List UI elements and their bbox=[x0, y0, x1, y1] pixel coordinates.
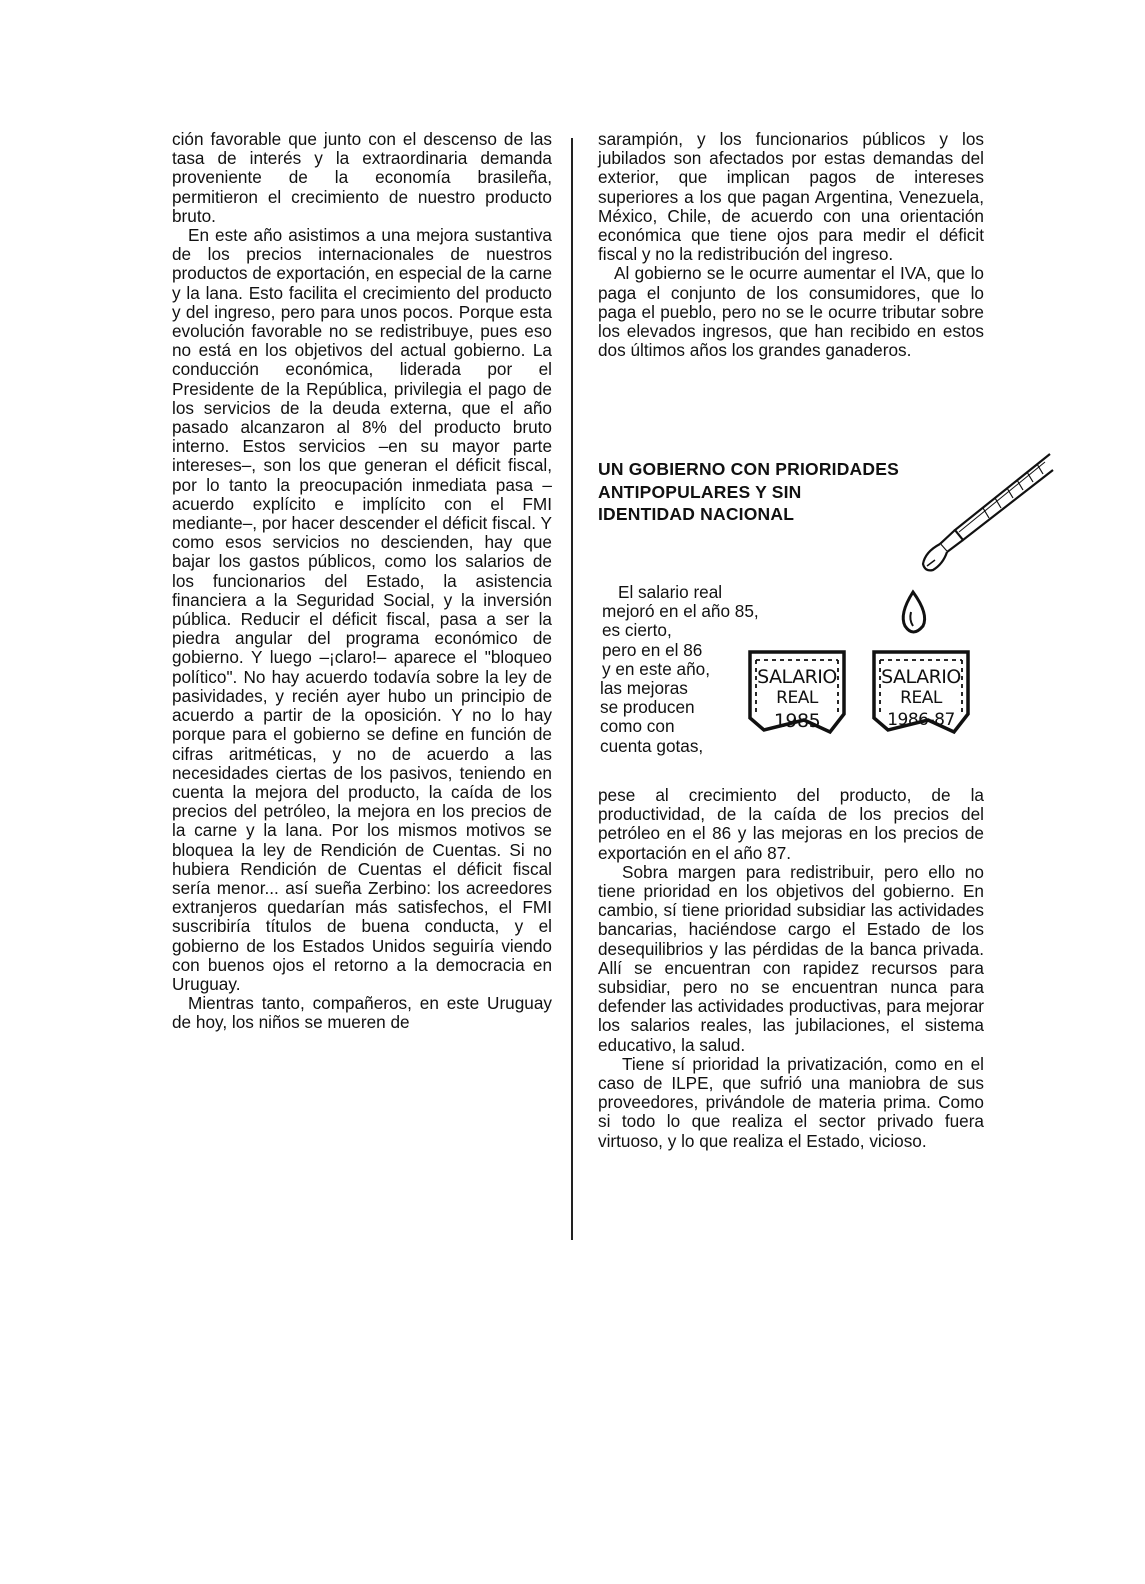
right-column-continued bbox=[598, 786, 984, 1151]
right-paragraph-1: sarampión, y los funcionarios públicos y los jubilados son afectados por estas demandas del exterior, que implican pagos de intereses superiores a los que pagan Argentina, Venezuela, México, Chile, de acuerdo con una orientación económica que tiene ojos para medir el déficit fiscal y no la redistribución del ingreso. bbox=[598, 129, 984, 265]
right-column bbox=[598, 130, 984, 360]
wrap-line: se producen bbox=[600, 697, 695, 718]
left-column bbox=[172, 130, 552, 1033]
wrap-line: las mejoras bbox=[600, 678, 688, 699]
wrap-line: y en este año, bbox=[602, 658, 710, 679]
pocket-salario-1986-87 bbox=[870, 648, 972, 736]
left-paragraph-2: En este año asistimos a una mejora sustantiva de los precios internacionales de nuestros productos de exportación, en especial de la carne y la lana. Esto facilita el crecimiento del producto y del ingreso, pero para unos pocos. Porque esta evolución favorable no se redistribuye, pues eso no está en los objetivos del actual gobierno. La conducción económica, liderada por el Presidente de la República, privilegia el pago de los servicios de la deuda externa, que el año pasado alcanzaron al 8% del producto bruto interno. Estos servicios –en su mayor parte intereses–, son los que generan el déficit fiscal, por lo tanto la preocupación inmediata pasa –acuerdo explícito e implícito con el FMI mediante–, por hacer descender el déficit fiscal. Y como esos servicios no descienden, hay que bajar los gastos públicos, como los salarios de los funcionarios del Estado, la asistencia financiera a la Seguridad Social, y la inversión pública. Reducir el déficit fiscal, pasa a ser la piedra angular del programa económico de gobierno. Y luego –¡claro!– aparece el "bloqueo político". No hay acuerdo todavía sobre la ley de pasividades, y recién ayer hubo un principio de acuerdo a partir de la oposición. Y no lo hay porque para el gobierno se define en función de cifras aritméticas, y no de acuerdo a las necesidades ciertas de los pasivos, teniendo en cuenta la mejora del producto, la caída de los precios del petróleo, la mejora en los precios de la carne y la lana. Por los mismos motivos se bloquea la ley de Rendición de Cuentas. Si no hubiera Rendición de Cuentas el déficit fiscal sería menor... así sueña Zerbino: los acreedores extranjeros quedarían más satisfechos, el FMI suscribiría títulos de buena conducta, y el gobierno de los Estados Unidos seguiría viendo con buenos ojos el retorno a la democracia en Uruguay. bbox=[172, 225, 552, 994]
right-paragraph-3: pese al crecimiento del producto, de la productividad, de la caída de los precios del petróleo en el 86 y las mejoras en los precios de exportación en el año 87. bbox=[598, 785, 984, 863]
left-paragraph-1: ción favorable que junto con el descenso de las tasa de interés y la extraordinaria demanda proveniente de la economía brasileña, permitieron el crecimiento de nuestro producto bruto. bbox=[172, 129, 552, 226]
wrap-line: cuenta gotas, bbox=[600, 735, 704, 756]
pocket-year: 1985 bbox=[773, 710, 821, 732]
pocket-salario-1985 bbox=[746, 648, 848, 736]
pocket-label: REAL bbox=[776, 688, 818, 708]
dropper-icon bbox=[895, 452, 1055, 647]
wrap-line: pero en el 86 bbox=[602, 639, 703, 660]
section-heading bbox=[598, 458, 899, 526]
pocket-label: REAL bbox=[900, 688, 942, 708]
pocket-label: SALARIO bbox=[881, 666, 961, 688]
wrap-line: es cierto, bbox=[602, 620, 672, 641]
column-divider bbox=[571, 138, 573, 1240]
wrap-line: mejoró en el año 85, bbox=[602, 601, 759, 622]
wrapped-text-block bbox=[600, 583, 760, 756]
pocket-year: 1986-87 bbox=[887, 710, 955, 730]
right-paragraph-5: Tiene sí prioridad la privatización, como en el caso de ILPE, que sufrió una maniobra de sus proveedores, privándole de materia prima. Como si todo lo que realiza el sector privado fuera virtuoso, y lo que realiza el Estado, vicioso. bbox=[598, 1053, 984, 1151]
pocket-label: SALARIO bbox=[757, 666, 837, 688]
heading-line: IDENTIDAD NACIONAL bbox=[598, 504, 795, 524]
right-paragraph-4: Sobra margen para redistribuir, pero ello no tiene prioridad en los objetivos del gobierno. En cambio, sí tiene prioridad subsidiar las actividades bancarias, haciéndose cargo el Estado de los desequilibrios y las pérdidas de la banca privada. Allí se encuentran con rapidez recursos para subsidiar, pero no se encuentran nunca para defender las actividades productivas, para mejorar los salarios reales, las jubilaciones, el sistema educativo, la salud. bbox=[598, 861, 984, 1055]
wrap-line: como con bbox=[600, 716, 675, 737]
left-paragraph-3: Mientras tanto, compañeros, en este Uruguay de hoy, los niños se mueren de bbox=[172, 993, 552, 1033]
right-paragraph-2: Al gobierno se le ocurre aumentar el IVA, que lo paga el conjunto de los consumidores, que lo paga el pueblo, pero no se le ocurre tributar sobre los elevados ingresos, que han recibido en estos dos últimos años los grandes ganaderos. bbox=[598, 263, 984, 361]
heading-line: UN GOBIERNO CON PRIORIDADES bbox=[598, 459, 899, 479]
wrap-line: El salario real bbox=[618, 582, 723, 602]
heading-line: ANTIPOPULARES Y SIN bbox=[598, 481, 802, 502]
